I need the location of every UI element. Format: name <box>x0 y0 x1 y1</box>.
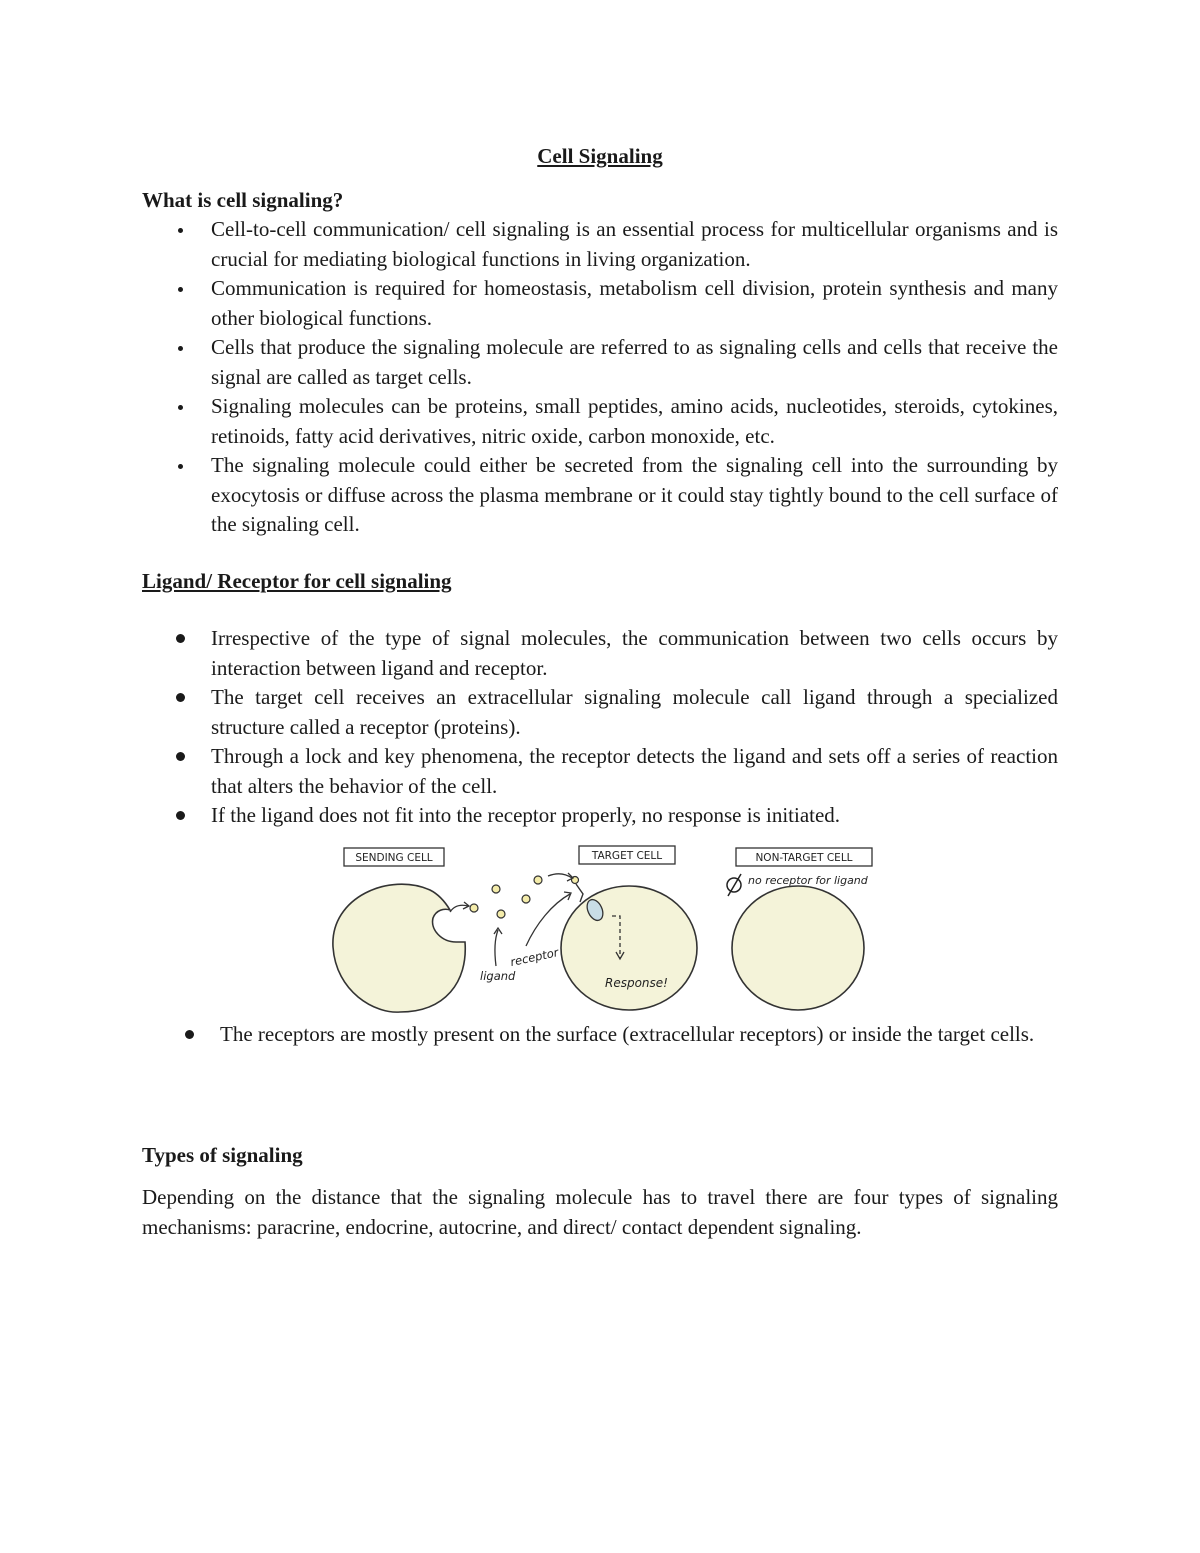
bullet-list-what-is <box>211 215 1058 540</box>
list-item: The receptors are mostly present on the surface (extracellular receptors) or inside the target cells. <box>220 1020 1060 1050</box>
non-target-cell-label: NON-TARGET CELL <box>755 852 853 864</box>
ligand-dot <box>497 910 505 918</box>
ligand-dot <box>470 904 478 912</box>
cell-signaling-diagram <box>330 842 890 1014</box>
list-item: Cells that produce the signaling molecule are referred to as signaling cells and cells that receive the signal are called as target cells. <box>211 333 1058 392</box>
null-symbol-icon <box>727 874 741 896</box>
ligand-dot <box>492 885 500 893</box>
ligand-label: ligand <box>480 969 516 983</box>
page-title: Cell Signaling <box>537 144 663 168</box>
types-paragraph: Depending on the distance that the signaling molecule has to travel there are four types of signaling mechanisms: paracrine, endocrine, autocrine, and direct/ contact dependent signaling. <box>142 1185 1058 1239</box>
bullet-list-ligand-receptor <box>211 624 1058 831</box>
ligand-molecules <box>470 876 579 918</box>
list-item: Through a lock and key phenomena, the receptor detects the ligand and sets off a series of reaction that alters the behavior of the cell. <box>211 742 1058 801</box>
ligand-pointer-arrow-icon <box>495 930 498 966</box>
section-heading-types: Types of signaling <box>142 1143 303 1167</box>
list-item: The target cell receives an extracellular signaling molecule call ligand through a specialized structure called a receptor (proteins). <box>211 683 1058 742</box>
sending-cell-label: SENDING CELL <box>355 852 433 864</box>
target-cell-shape <box>561 886 697 1010</box>
ligand-dot <box>534 876 542 884</box>
list-item: Communication is required for homeostasis, metabolism cell division, protein synthesis and many other biological functions. <box>211 274 1058 333</box>
non-target-cell-shape <box>732 886 864 1010</box>
binding-arrow-icon <box>548 874 572 878</box>
response-label: Response! <box>605 976 668 990</box>
list-item: Cell-to-cell communication/ cell signaling is an essential process for multicellular organisms and is crucial for mediating biological functions in living organization. <box>211 215 1058 274</box>
receptor-label: receptor <box>508 945 560 970</box>
list-item: If the ligand does not fit into the receptor properly, no response is initiated. <box>211 801 1058 831</box>
list-item: Irrespective of the type of signal molecules, the communication between two cells occurs by interaction between ligand and receptor. <box>211 624 1058 683</box>
list-item: The signaling molecule could either be secreted from the signaling cell into the surrounding by exocytosis or diffuse across the plasma membrane or it could stay tightly bound to the cell surface of the signaling cell. <box>211 451 1058 540</box>
section-heading-ligand-receptor: Ligand/ Receptor for cell signaling <box>142 569 452 593</box>
ligand-dot <box>522 895 530 903</box>
bullet-list-receptor-location <box>220 1020 1060 1050</box>
no-receptor-note: no receptor for ligand <box>748 874 868 887</box>
target-cell-label: TARGET CELL <box>591 850 663 862</box>
sending-cell-shape <box>333 884 465 1012</box>
secretion-arrow-icon <box>450 905 468 912</box>
section-heading-what-is: What is cell signaling? <box>142 188 344 212</box>
list-item: Signaling molecules can be proteins, small peptides, amino acids, nucleotides, steroids, cytokines, retinoids, fatty acid derivatives, nitric oxide, carbon monoxide, etc. <box>211 392 1058 451</box>
